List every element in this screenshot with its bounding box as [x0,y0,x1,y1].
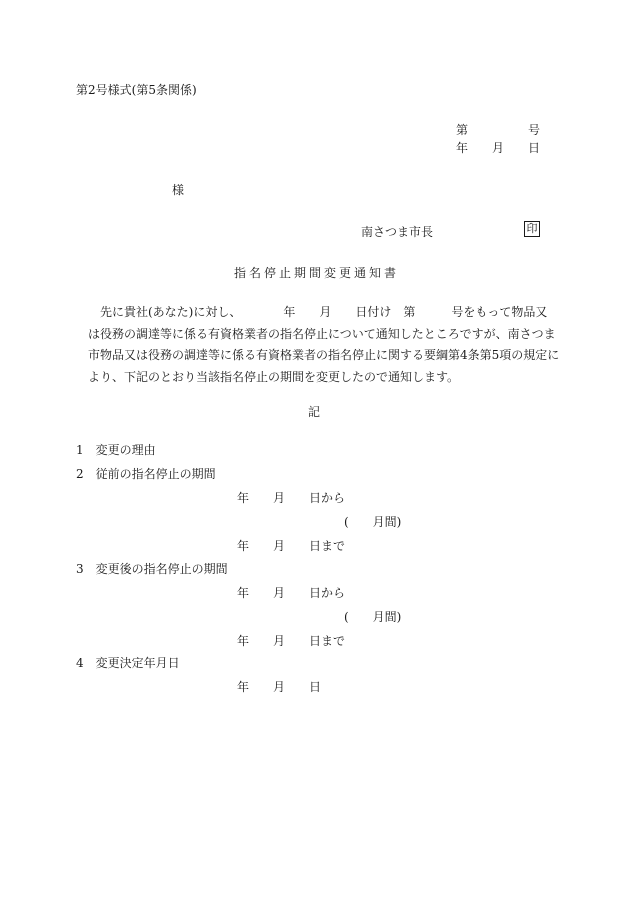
decision-year: 年 [237,680,250,694]
prev-start-year: 年 [237,491,250,505]
document-date-day: 日 [528,141,541,155]
body-line-3: 市物品又は役務の調達等に係る有資格業者の指名停止に関する要綱第4条第5項の規定に [88,348,560,362]
new-end-day: 日まで [309,634,346,648]
addressee-honorific: 様 [172,183,185,197]
body-line-2: は役務の調達等に係る有資格業者の指名停止について通知したところですが、南さつま [88,326,556,341]
body-line-1: 先に貴社(あなた)に対し、 年 月 日付け 第 号をもって物品又 [100,305,548,319]
decision-month: 月 [273,680,286,694]
section-decision-date: 4 変更決定年月日 [76,656,180,670]
new-start-day: 日から [309,586,346,600]
seal-mark: 印 [524,221,540,237]
document-date-year: 年 [456,141,469,155]
form-number-label: 第2号様式(第5条関係) [76,83,197,97]
section-previous-period: 2 従前の指名停止の期間 [76,467,216,481]
document-number-suffix: 号 [528,123,541,137]
new-duration-months: ( 月間) [344,610,402,624]
body-paragraph [88,302,560,388]
document-date-month: 月 [492,141,505,155]
section-new-period: 3 変更後の指名停止の期間 [76,562,228,576]
sender-name: 南さつま市長 [361,225,434,239]
new-start-year: 年 [237,586,250,600]
prev-start-day: 日から [309,491,346,505]
prev-duration-months: ( 月間) [344,515,402,529]
body-line-4: より、下記のとおり当該指名停止の期間を変更したので通知します。 [88,369,460,384]
new-end-year: 年 [237,634,250,648]
prev-end-month: 月 [273,539,286,553]
document-title: 指名停止期間変更通知書 [234,266,400,280]
document-number-prefix: 第 [456,123,469,137]
prev-end-day: 日まで [309,539,346,553]
prev-start-month: 月 [273,491,286,505]
new-start-month: 月 [273,586,286,600]
decision-day: 日 [309,680,322,694]
section-change-reason: 1 変更の理由 [76,443,156,457]
prev-end-year: 年 [237,539,250,553]
new-end-month: 月 [273,634,286,648]
ki-heading: 記 [308,405,321,419]
